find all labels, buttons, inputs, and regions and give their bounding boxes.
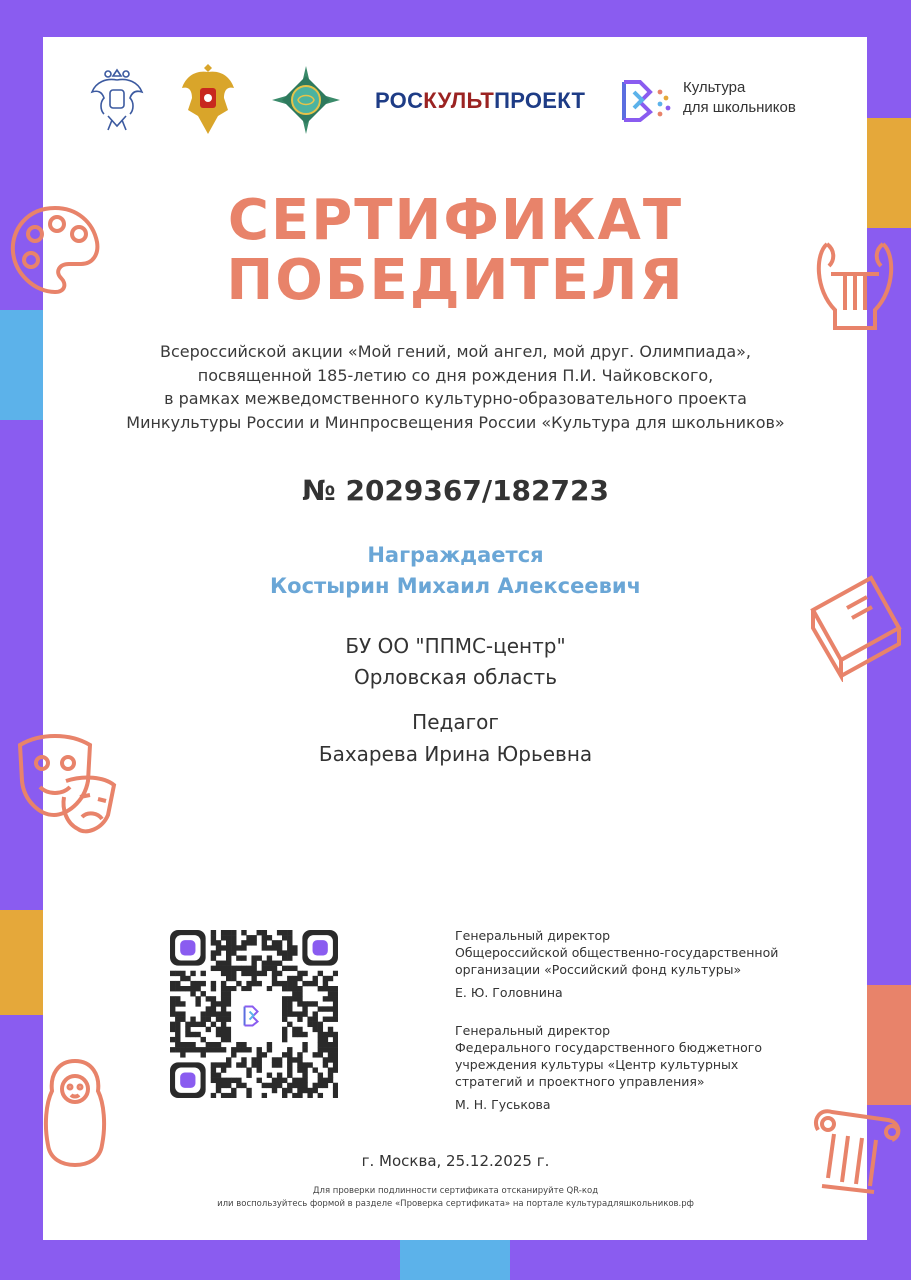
signature-title-line: Общероссийской общественно-государственной xyxy=(455,945,779,960)
teacher-label: Педагог xyxy=(412,710,499,734)
signature-title-line: организации «Российский фонд культуры» xyxy=(455,962,742,977)
signature-title-line: Генеральный директор xyxy=(455,928,611,943)
signature-block-1 xyxy=(455,927,778,1001)
roskult-part1: РОС xyxy=(375,88,424,113)
description-line: Всероссийской акции «Мой гений, мой ангел, мой друг. Олимпиада», xyxy=(159,342,752,361)
kds-line1: Культура xyxy=(683,79,746,96)
recipient-name: Костырин Михаил Алексеевич xyxy=(270,574,641,598)
certificate-title-line1: СЕРТИФИКАТ xyxy=(227,188,684,253)
organization: БУ ОО "ППМС-центр" xyxy=(345,634,566,658)
certificate-title-line2: ПОБЕДИТЕЛЯ xyxy=(226,248,685,313)
frame-block-right-orange xyxy=(867,985,911,1105)
frame-block-left-yellow xyxy=(0,910,43,1015)
double-headed-eagle-icon xyxy=(88,64,146,134)
signature-title-line: Генеральный директор xyxy=(455,1023,611,1038)
kultura-dlya-shkolnikov-logo-icon xyxy=(620,78,676,124)
region: Орловская область xyxy=(353,665,557,689)
description-line: Минкультуры России и Минпросвещения России «Культура для школьников» xyxy=(126,412,785,432)
coat-of-arms-icon xyxy=(178,64,238,136)
teacher-name: Бахарева Ирина Юрьевна xyxy=(318,742,593,766)
place-and-date: г. Москва, 25.12.2025 г. xyxy=(361,1152,550,1170)
roskult-part3: ПРОЕКТ xyxy=(494,88,586,113)
verification-note-line: или воспользуйтесь формой в разделе «Проверка сертификата» на портале культурадляшкольников.рф xyxy=(217,1199,694,1209)
signature-title-line: учреждения культуры «Центр культурных xyxy=(455,1057,739,1072)
roskultproekt-logo xyxy=(375,88,585,114)
signature-block-2 xyxy=(455,1022,762,1113)
verification-note xyxy=(0,1185,911,1211)
frame-block-left-blue xyxy=(0,310,43,420)
frame-block-bottom-blue xyxy=(400,1240,510,1280)
description-line: посвященной 185-летию со дня рождения П.И. Чайковского, xyxy=(197,365,714,385)
star-emblem-icon xyxy=(270,64,342,136)
qr-code-icon[interactable] xyxy=(170,930,338,1098)
signatory-name: М. Н. Гуськова xyxy=(455,1097,551,1112)
signature-title-line: стратегий и проектного управления» xyxy=(455,1074,705,1089)
signature-title-line: Федерального государственного бюджетного xyxy=(455,1040,763,1055)
kds-line2: для школьников xyxy=(683,99,796,116)
verification-note-line: Для проверки подлинности сертификата отсканируйте QR-код xyxy=(312,1186,599,1196)
awarded-label: Награждается xyxy=(367,543,544,567)
logo-row xyxy=(0,64,911,144)
description-line: в рамках межведомственного культурно-образовательного проекта xyxy=(164,389,747,408)
kultura-dlya-shkolnikov-logo-text xyxy=(683,78,796,118)
signatory-name: Е. Ю. Головнина xyxy=(455,985,563,1000)
certificate-number: № 2029367/182723 xyxy=(302,474,609,507)
certificate-description xyxy=(100,340,811,434)
roskult-part2: КУЛЬТ xyxy=(423,88,495,113)
